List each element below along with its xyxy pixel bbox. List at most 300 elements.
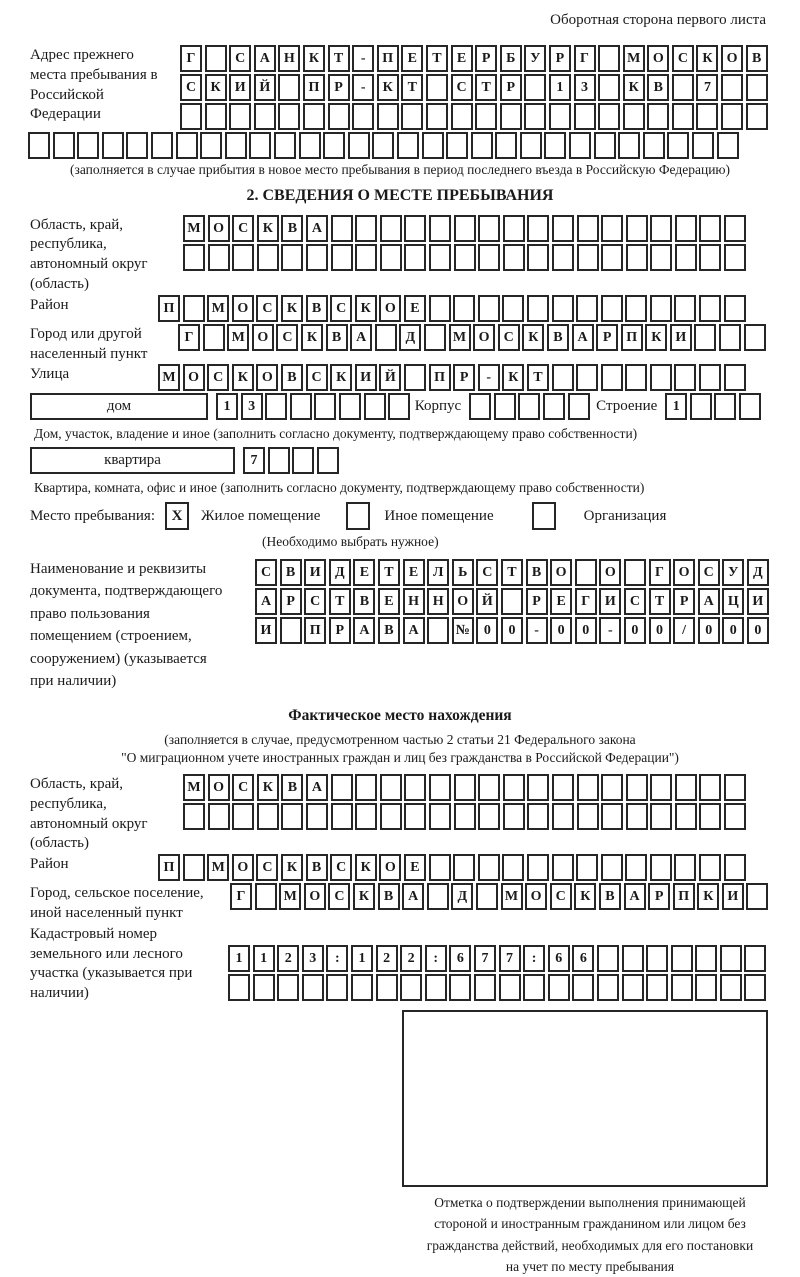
char-cell[interactable] — [601, 215, 623, 242]
char-cell[interactable] — [650, 295, 672, 322]
char-cell[interactable] — [429, 854, 451, 881]
char-cell[interactable] — [672, 103, 694, 130]
char-cell[interactable]: К — [330, 364, 352, 391]
char-cell[interactable]: У — [524, 45, 546, 72]
char-cell[interactable] — [494, 393, 516, 420]
char-cell[interactable] — [151, 132, 173, 159]
char-cell[interactable] — [724, 803, 746, 830]
char-cell[interactable]: Р — [453, 364, 475, 391]
char-cell[interactable]: О — [525, 883, 547, 910]
char-cell[interactable]: 0 — [649, 617, 671, 644]
char-cell[interactable]: П — [621, 324, 643, 351]
char-cell[interactable]: О — [208, 215, 230, 242]
char-cell[interactable]: К — [522, 324, 544, 351]
char-cell[interactable]: М — [501, 883, 523, 910]
char-cell[interactable] — [203, 324, 225, 351]
char-cell[interactable] — [208, 244, 230, 271]
char-cell[interactable] — [355, 244, 377, 271]
char-cell[interactable]: О — [452, 588, 474, 615]
char-cell[interactable] — [699, 215, 721, 242]
char-cell[interactable] — [257, 803, 279, 830]
char-cell[interactable] — [502, 854, 524, 881]
char-cell[interactable] — [575, 559, 597, 586]
char-cell[interactable] — [303, 103, 325, 130]
char-cell[interactable] — [302, 974, 324, 1001]
char-cell[interactable] — [552, 854, 574, 881]
char-cell[interactable]: С — [672, 45, 694, 72]
char-cell[interactable]: К — [377, 74, 399, 101]
char-cell[interactable]: К — [697, 883, 719, 910]
char-cell[interactable]: В — [526, 559, 548, 586]
char-cell[interactable]: Т — [475, 74, 497, 101]
char-cell[interactable]: Е — [550, 588, 572, 615]
char-cell[interactable]: С — [232, 774, 254, 801]
char-cell[interactable]: 0 — [501, 617, 523, 644]
char-cell[interactable] — [427, 617, 449, 644]
char-cell[interactable]: О — [473, 324, 495, 351]
char-cell[interactable] — [446, 132, 468, 159]
char-cell[interactable] — [306, 803, 328, 830]
char-cell[interactable] — [232, 244, 254, 271]
char-cell[interactable]: В — [599, 883, 621, 910]
char-cell[interactable] — [200, 132, 222, 159]
char-cell[interactable] — [469, 393, 491, 420]
char-cell[interactable]: С — [698, 559, 720, 586]
char-cell[interactable] — [317, 447, 339, 474]
char-cell[interactable] — [102, 132, 124, 159]
char-cell[interactable] — [647, 103, 669, 130]
char-cell[interactable]: А — [698, 588, 720, 615]
char-cell[interactable]: Е — [353, 559, 375, 586]
char-cell[interactable] — [499, 974, 521, 1001]
char-cell[interactable]: Б — [500, 45, 522, 72]
char-cell[interactable] — [721, 74, 743, 101]
char-cell[interactable] — [739, 393, 761, 420]
char-cell[interactable]: С — [476, 559, 498, 586]
char-cell[interactable]: О — [208, 774, 230, 801]
char-cell[interactable]: К — [645, 324, 667, 351]
char-cell[interactable] — [348, 132, 370, 159]
char-cell[interactable] — [598, 103, 620, 130]
char-cell[interactable]: 0 — [698, 617, 720, 644]
char-cell[interactable]: 1 — [549, 74, 571, 101]
char-cell[interactable] — [724, 774, 746, 801]
char-cell[interactable]: - — [352, 74, 374, 101]
char-cell[interactable] — [672, 74, 694, 101]
char-cell[interactable] — [299, 132, 321, 159]
char-cell[interactable] — [548, 974, 570, 1001]
char-cell[interactable] — [597, 945, 619, 972]
char-cell[interactable] — [401, 103, 423, 130]
char-cell[interactable]: А — [306, 774, 328, 801]
char-cell[interactable] — [568, 393, 590, 420]
char-cell[interactable] — [314, 393, 336, 420]
char-cell[interactable]: В — [326, 324, 348, 351]
char-cell[interactable]: 7 — [474, 945, 496, 972]
char-cell[interactable]: П — [377, 45, 399, 72]
char-cell[interactable] — [372, 132, 394, 159]
char-cell[interactable] — [331, 215, 353, 242]
char-cell[interactable] — [675, 244, 697, 271]
char-cell[interactable] — [278, 103, 300, 130]
char-cell[interactable]: 0 — [550, 617, 572, 644]
char-cell[interactable] — [626, 803, 648, 830]
char-cell[interactable] — [478, 215, 500, 242]
char-cell[interactable]: 2 — [376, 945, 398, 972]
char-cell[interactable] — [650, 215, 672, 242]
char-cell[interactable]: И — [670, 324, 692, 351]
char-cell[interactable] — [549, 103, 571, 130]
char-cell[interactable] — [280, 617, 302, 644]
char-cell[interactable] — [471, 132, 493, 159]
char-cell[interactable] — [274, 132, 296, 159]
char-cell[interactable] — [205, 45, 227, 72]
char-cell[interactable]: Г — [574, 45, 596, 72]
char-cell[interactable]: 6 — [449, 945, 471, 972]
char-cell[interactable] — [53, 132, 75, 159]
char-cell[interactable] — [404, 803, 426, 830]
char-cell[interactable] — [744, 324, 766, 351]
char-cell[interactable] — [478, 803, 500, 830]
char-cell[interactable]: М — [207, 295, 229, 322]
char-cell[interactable]: С — [451, 74, 473, 101]
char-cell[interactable]: 1 — [253, 945, 275, 972]
apartment-box-label[interactable]: квартира — [30, 447, 235, 474]
char-cell[interactable] — [626, 215, 648, 242]
char-cell[interactable] — [650, 774, 672, 801]
char-cell[interactable] — [574, 103, 596, 130]
char-cell[interactable] — [429, 803, 451, 830]
char-cell[interactable] — [474, 974, 496, 1001]
char-cell[interactable] — [208, 803, 230, 830]
char-cell[interactable] — [380, 244, 402, 271]
char-cell[interactable] — [552, 364, 574, 391]
char-cell[interactable]: Р — [648, 883, 670, 910]
char-cell[interactable] — [576, 295, 598, 322]
char-cell[interactable] — [180, 103, 202, 130]
char-cell[interactable]: М — [279, 883, 301, 910]
char-cell[interactable] — [527, 215, 549, 242]
char-cell[interactable]: Р — [596, 324, 618, 351]
char-cell[interactable] — [577, 774, 599, 801]
char-cell[interactable]: Е — [451, 45, 473, 72]
char-cell[interactable]: Т — [378, 559, 400, 586]
char-cell[interactable]: 7 — [243, 447, 265, 474]
char-cell[interactable] — [601, 364, 623, 391]
char-cell[interactable] — [326, 974, 348, 1001]
char-cell[interactable]: Р — [549, 45, 571, 72]
char-cell[interactable]: М — [449, 324, 471, 351]
char-cell[interactable] — [281, 244, 303, 271]
char-cell[interactable]: К — [353, 883, 375, 910]
char-cell[interactable]: С — [255, 559, 277, 586]
char-cell[interactable]: Т — [401, 74, 423, 101]
char-cell[interactable] — [552, 295, 574, 322]
char-cell[interactable] — [569, 132, 591, 159]
char-cell[interactable] — [268, 447, 290, 474]
char-cell[interactable] — [503, 215, 525, 242]
char-cell[interactable] — [257, 244, 279, 271]
char-cell[interactable] — [404, 364, 426, 391]
char-cell[interactable]: С — [624, 588, 646, 615]
char-cell[interactable]: И — [722, 883, 744, 910]
char-cell[interactable] — [720, 945, 742, 972]
char-cell[interactable] — [675, 215, 697, 242]
char-cell[interactable] — [28, 132, 50, 159]
char-cell[interactable] — [714, 393, 736, 420]
char-cell[interactable]: 3 — [302, 945, 324, 972]
char-cell[interactable] — [375, 324, 397, 351]
char-cell[interactable] — [424, 324, 446, 351]
char-cell[interactable]: Л — [427, 559, 449, 586]
char-cell[interactable] — [699, 854, 721, 881]
char-cell[interactable] — [650, 244, 672, 271]
char-cell[interactable]: С — [498, 324, 520, 351]
char-cell[interactable]: С — [304, 588, 326, 615]
char-cell[interactable]: Г — [575, 588, 597, 615]
char-cell[interactable] — [476, 883, 498, 910]
char-cell[interactable] — [717, 132, 739, 159]
char-cell[interactable] — [699, 364, 721, 391]
char-cell[interactable]: Т — [527, 364, 549, 391]
char-cell[interactable]: 7 — [696, 74, 718, 101]
char-cell[interactable]: П — [673, 883, 695, 910]
checkbox-residential[interactable]: X — [165, 502, 189, 530]
char-cell[interactable]: : — [326, 945, 348, 972]
char-cell[interactable] — [254, 103, 276, 130]
char-cell[interactable] — [429, 774, 451, 801]
char-cell[interactable] — [400, 974, 422, 1001]
char-cell[interactable] — [454, 774, 476, 801]
char-cell[interactable]: Н — [403, 588, 425, 615]
char-cell[interactable] — [225, 132, 247, 159]
char-cell[interactable]: А — [306, 215, 328, 242]
char-cell[interactable] — [552, 803, 574, 830]
char-cell[interactable] — [552, 774, 574, 801]
char-cell[interactable]: 0 — [624, 617, 646, 644]
char-cell[interactable]: : — [523, 945, 545, 972]
char-cell[interactable] — [176, 132, 198, 159]
char-cell[interactable] — [543, 393, 565, 420]
char-cell[interactable] — [520, 132, 542, 159]
char-cell[interactable]: Е — [404, 295, 426, 322]
char-cell[interactable]: Р — [500, 74, 522, 101]
char-cell[interactable] — [427, 883, 449, 910]
char-cell[interactable] — [380, 803, 402, 830]
char-cell[interactable]: С — [180, 74, 202, 101]
char-cell[interactable]: 0 — [575, 617, 597, 644]
char-cell[interactable] — [351, 974, 373, 1001]
char-cell[interactable] — [577, 215, 599, 242]
char-cell[interactable] — [675, 803, 697, 830]
char-cell[interactable] — [623, 103, 645, 130]
char-cell[interactable]: 0 — [476, 617, 498, 644]
char-cell[interactable]: Д — [329, 559, 351, 586]
char-cell[interactable] — [292, 447, 314, 474]
char-cell[interactable] — [454, 215, 476, 242]
char-cell[interactable] — [397, 132, 419, 159]
char-cell[interactable] — [253, 974, 275, 1001]
char-cell[interactable]: 2 — [400, 945, 422, 972]
char-cell[interactable] — [527, 774, 549, 801]
char-cell[interactable] — [364, 393, 386, 420]
char-cell[interactable] — [404, 774, 426, 801]
char-cell[interactable]: В — [306, 295, 328, 322]
char-cell[interactable]: А — [350, 324, 372, 351]
char-cell[interactable] — [552, 244, 574, 271]
char-cell[interactable] — [601, 774, 623, 801]
char-cell[interactable] — [626, 774, 648, 801]
char-cell[interactable] — [724, 854, 746, 881]
house-box-label[interactable]: дом — [30, 393, 208, 420]
char-cell[interactable] — [601, 803, 623, 830]
char-cell[interactable] — [478, 244, 500, 271]
char-cell[interactable]: Р — [328, 74, 350, 101]
char-cell[interactable]: Р — [475, 45, 497, 72]
char-cell[interactable]: В — [280, 559, 302, 586]
char-cell[interactable]: К — [623, 74, 645, 101]
char-cell[interactable] — [500, 103, 522, 130]
char-cell[interactable] — [501, 588, 523, 615]
char-cell[interactable] — [527, 295, 549, 322]
char-cell[interactable] — [650, 854, 672, 881]
char-cell[interactable]: В — [353, 588, 375, 615]
char-cell[interactable]: А — [254, 45, 276, 72]
char-cell[interactable] — [744, 945, 766, 972]
char-cell[interactable]: А — [403, 617, 425, 644]
char-cell[interactable] — [306, 244, 328, 271]
char-cell[interactable]: Т — [329, 588, 351, 615]
char-cell[interactable]: Т — [501, 559, 523, 586]
char-cell[interactable]: О — [721, 45, 743, 72]
char-cell[interactable] — [503, 244, 525, 271]
char-cell[interactable] — [597, 974, 619, 1001]
char-cell[interactable]: В — [306, 854, 328, 881]
char-cell[interactable] — [724, 244, 746, 271]
char-cell[interactable]: - — [352, 45, 374, 72]
char-cell[interactable]: К — [257, 215, 279, 242]
char-cell[interactable] — [523, 974, 545, 1001]
char-cell[interactable]: С — [306, 364, 328, 391]
char-cell[interactable]: М — [623, 45, 645, 72]
char-cell[interactable]: И — [255, 617, 277, 644]
char-cell[interactable]: С — [256, 854, 278, 881]
char-cell[interactable] — [426, 103, 448, 130]
char-cell[interactable]: Ь — [452, 559, 474, 586]
char-cell[interactable]: К — [696, 45, 718, 72]
char-cell[interactable] — [674, 295, 696, 322]
char-cell[interactable] — [724, 215, 746, 242]
char-cell[interactable]: И — [304, 559, 326, 586]
char-cell[interactable] — [625, 854, 647, 881]
char-cell[interactable] — [355, 774, 377, 801]
char-cell[interactable] — [695, 974, 717, 1001]
char-cell[interactable] — [376, 974, 398, 1001]
char-cell[interactable] — [380, 215, 402, 242]
char-cell[interactable]: П — [158, 295, 180, 322]
char-cell[interactable] — [626, 244, 648, 271]
char-cell[interactable]: О — [252, 324, 274, 351]
char-cell[interactable]: С — [276, 324, 298, 351]
char-cell[interactable]: К — [281, 295, 303, 322]
char-cell[interactable]: С — [207, 364, 229, 391]
char-cell[interactable] — [724, 364, 746, 391]
char-cell[interactable] — [518, 393, 540, 420]
char-cell[interactable] — [281, 803, 303, 830]
char-cell[interactable] — [77, 132, 99, 159]
char-cell[interactable] — [255, 883, 277, 910]
char-cell[interactable]: А — [572, 324, 594, 351]
char-cell[interactable]: 6 — [572, 945, 594, 972]
char-cell[interactable] — [524, 74, 546, 101]
char-cell[interactable] — [720, 974, 742, 1001]
char-cell[interactable]: Д — [399, 324, 421, 351]
char-cell[interactable] — [426, 74, 448, 101]
char-cell[interactable]: О — [599, 559, 621, 586]
char-cell[interactable]: Е — [378, 588, 400, 615]
char-cell[interactable] — [674, 854, 696, 881]
char-cell[interactable] — [429, 215, 451, 242]
char-cell[interactable]: 3 — [241, 393, 263, 420]
char-cell[interactable] — [699, 295, 721, 322]
char-cell[interactable]: Г — [178, 324, 200, 351]
char-cell[interactable] — [355, 803, 377, 830]
char-cell[interactable] — [625, 295, 647, 322]
char-cell[interactable]: М — [227, 324, 249, 351]
char-cell[interactable] — [355, 215, 377, 242]
char-cell[interactable] — [650, 364, 672, 391]
char-cell[interactable] — [339, 393, 361, 420]
char-cell[interactable]: 1 — [351, 945, 373, 972]
char-cell[interactable]: Д — [451, 883, 473, 910]
char-cell[interactable] — [524, 103, 546, 130]
char-cell[interactable] — [692, 132, 714, 159]
char-cell[interactable]: Р — [526, 588, 548, 615]
char-cell[interactable] — [625, 364, 647, 391]
char-cell[interactable]: Й — [254, 74, 276, 101]
char-cell[interactable] — [601, 244, 623, 271]
char-cell[interactable]: О — [550, 559, 572, 586]
char-cell[interactable]: М — [183, 215, 205, 242]
char-cell[interactable]: - — [478, 364, 500, 391]
char-cell[interactable]: О — [183, 364, 205, 391]
char-cell[interactable]: Е — [403, 559, 425, 586]
char-cell[interactable] — [746, 883, 768, 910]
char-cell[interactable] — [694, 324, 716, 351]
char-cell[interactable] — [388, 393, 410, 420]
char-cell[interactable]: О — [673, 559, 695, 586]
char-cell[interactable] — [746, 103, 768, 130]
char-cell[interactable] — [598, 45, 620, 72]
char-cell[interactable]: С — [330, 854, 352, 881]
char-cell[interactable] — [667, 132, 689, 159]
char-cell[interactable] — [453, 295, 475, 322]
char-cell[interactable] — [699, 244, 721, 271]
char-cell[interactable] — [126, 132, 148, 159]
char-cell[interactable]: Ц — [722, 588, 744, 615]
char-cell[interactable] — [746, 74, 768, 101]
char-cell[interactable]: И — [229, 74, 251, 101]
char-cell[interactable] — [601, 854, 623, 881]
char-cell[interactable] — [453, 854, 475, 881]
char-cell[interactable] — [674, 364, 696, 391]
char-cell[interactable]: О — [379, 854, 401, 881]
char-cell[interactable]: С — [232, 215, 254, 242]
char-cell[interactable] — [454, 803, 476, 830]
char-cell[interactable]: В — [378, 617, 400, 644]
char-cell[interactable]: : — [425, 945, 447, 972]
char-cell[interactable] — [229, 103, 251, 130]
